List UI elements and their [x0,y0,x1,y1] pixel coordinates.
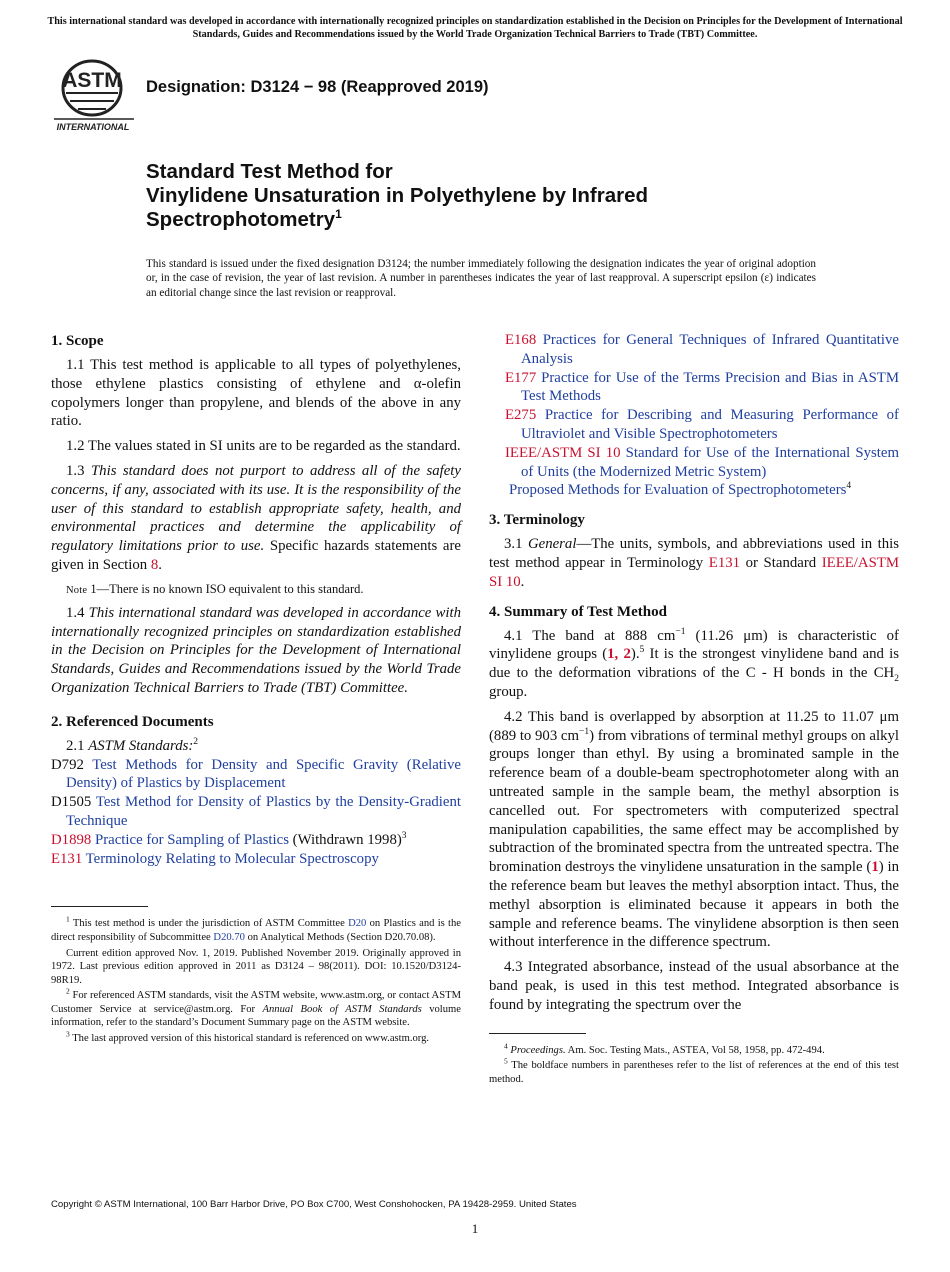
paragraph-1-2: 1.2 The values stated in SI units are to be regarded as the standard. [66,438,461,455]
paragraph-4-3: 4.3 Integrated absorbance, instead of the usual absorbance at the band peak, is used in this test method. Integrated absorbance is found by integrating the spectrum over the [489,959,899,1013]
document-title [146,160,846,232]
title-line-1: Standard Test Method for [146,160,393,183]
standardization-notice: This international standard was developed in accordance with internationally recognized principles on standardization established in the Decision on Principles for the Development of International Standards, Guides and Recommendations issued by the World Trade Organization Technical Barriers to Trade (TBT) Committee. [47,16,903,40]
footnotes-left [51,914,461,1045]
issued-statement: This standard is issued under the fixed designation D3124; the number immediately following the designation indicates the year of original adoption or, in the case of revision, the year of last revision. A number in parentheses indicates the year of last reapproval. A superscript epsilon (ε) indicates an editorial change since the last revision or reapproval. [146,258,816,299]
proposed-methods-reference[interactable]: Proposed Methods for Evaluation of Spectrophotometers$^4$ [509,481,852,499]
title-line-2: Vinylidene Unsaturation in Polyethylene by Infrared Spectrophotometry$^1$ [146,184,648,231]
committee-d20-link[interactable]: D20 [348,918,367,930]
footnote-5: $^5$ The boldface numbers in parentheses refer to the list of references at the end of this test method. [489,1056,899,1085]
footnote-2: $^2$ For referenced ASTM standards, visit the ASTM website, www.astm.org, or contact ASTM Customer Service at service@astm.org. For Annual Book of ASTM Standards volume information, refer to the standard’s Document Summary page on the ASTM website. [51,986,461,1029]
reference-2-link[interactable]: 2 [623,646,631,663]
title-footnote-mark[interactable]: 1 [335,207,342,221]
footnotes-right [489,1040,899,1087]
note-1: Note 1—There is no known ISO equivalent to this standard. [66,581,364,596]
footnote-3: $^3$ The last approved version of this historical standard is referenced on www.astm.org. [66,1029,430,1045]
section-8-link[interactable]: 8 [150,556,159,573]
paragraph-1-3: 1.3 This standard does not purport to address all of the safety concerns, if any, associated with its use. It is the responsibility of the user of this standard to establish appropriate safety, health, and environmental practices and determine the applicability of regulatory limitations prior to use. Specific hazards statements are given in Section 8. [51,462,461,573]
footnote-rule [51,906,148,907]
reference-e177[interactable]: E177 Practice for Use of the Terms Precision and Bias in ASTM Test Methods [505,369,899,405]
svg-text:ASTM: ASTM [62,69,122,92]
footnote-rule-right [489,1033,586,1034]
astm-international-logo [52,57,136,133]
designation: Designation: D3124 − 98 (Reapproved 2019) [146,78,489,96]
footnote-1-edition: Current edition approved Nov. 1, 2019. Published November 2019. Originally approved in 1972. Last previous edition approved in 2011 as D3124 – 98(2011). DOI: 10.1520/D3124-98R19. [51,947,461,986]
paragraph-3-1: 3.1 General—The units, symbols, and abbreviations used in this test method appear in Terminology E131 or Standard IEEE/ASTM SI 10. [489,536,900,590]
reference-e131[interactable]: E131 Terminology Relating to Molecular Spectroscopy [51,850,379,867]
reference-e275[interactable]: E275 Practice for Describing and Measuring Performance of Ultraviolet and Visible Spectrophotometers [505,407,899,442]
reference-ieee-astm-si-10[interactable]: IEEE/ASTM SI 10 Standard for Use of the International System of Units (the Modernized Metric System) [505,444,899,480]
subcommittee-d20-70-link[interactable]: D20.70 [213,931,245,943]
reference-1-link[interactable]: 1 [607,646,615,663]
paragraph-4-2: 4.2 This band is overlapped by absorption at 11.25 to 11.07 μm (889 to 903 $cm^{-1}$) from vibrations of terminal methyl groups on alkyl groups longer than ethyl. By using a brominated sample in the reference beam of a double-beam spectrophotometer along with an untreated sample in the sample beam, the methyl absorption is cancelled out. For spectrometers with computerized spectral manipulation capabilities, the same effect may be accomplished by subtraction of the brominated spectra from the untreated spectra. The bromination destroys the vinylidene unsaturation in the sample (1) in the reference beam but leaves the methyl absorption intact. Thus, the methyl absorption is eliminated because it appears in both the sample and reference beams. The vinylidene absorption is then seen without interference in the difference spectrum. [489,708,899,951]
ieee-astm-si-10-link[interactable]: IEEE/ASTM SI 10 [489,554,900,590]
paragraph-1-1: 1.1 This test method is applicable to all types of polyethylenes, those ethylene plastics consisting of ethylene and α-olefin copolymers longer than propylene, and blends of the above in any ratio. [51,357,461,430]
paragraph-1-4: 1.4 This international standard was developed in accordance with internationally recognized principles on standardization established in the Decision on Principles for the Development of International Standards, Guides and Recommendations issued by the World Trade Organization Technical Barriers to Trade (TBT) Committee. [51,604,461,696]
right-column [489,331,899,1088]
reference-1-link-2[interactable]: 1 [871,859,879,876]
section-heading-scope: 1. Scope [51,333,104,349]
copyright-line: Copyright © ASTM International, 100 Barr Harbor Drive, PO Box C700, West Conshohocken, PA 19428-2959. United States [51,1199,577,1210]
section-heading-referenced-documents: 2. Referenced Documents [51,713,214,730]
section-heading-summary: 4. Summary of Test Method [489,603,667,620]
paragraph-4-1: 4.1 The band at 888 $cm^{-1}$ (11.26 μm) is characteristic of vinylidene groups (1, 2).$^5$ It is the strongest vinylidene band and is due to the deformation vibrations of the C - H bonds in the $CH_2$ group. [489,626,899,700]
e131-link[interactable]: E131 [708,554,741,571]
section-heading-terminology: 3. Terminology [489,512,585,529]
reference-d792[interactable]: D792 Test Methods for Density and Specific Gravity (Relative Density) of Plastics by Displacement [51,756,461,792]
left-column [51,331,461,1048]
astm-standards-label: 2.1 ASTM Standards:$^2$ [66,736,199,754]
reference-d1898[interactable]: D1898 Practice for Sampling of Plastics (Withdrawn 1998)$^3$ [51,830,407,848]
page-number: 1 [471,1221,479,1236]
footnote-1: $^1$ This test method is under the jurisdiction of ASTM Committee D20 on Plastics and is the direct responsibility of Subcommittee D20.70 on Analytical Methods (Section D20.70.08). [51,914,461,943]
footnote-4: $^4$ Proceedings. Am. Soc. Testing Mats., ASTEA, Vol 58, 1958, pp. 472-494. [504,1040,825,1056]
reference-e168[interactable]: E168 Practices for General Techniques of Infrared Quantitative Analysis [505,332,899,367]
reference-d1505[interactable]: D1505 Test Method for Density of Plastics by the Density-Gradient Technique [51,794,461,829]
svg-text:INTERNATIONAL: INTERNATIONAL [56,122,130,132]
